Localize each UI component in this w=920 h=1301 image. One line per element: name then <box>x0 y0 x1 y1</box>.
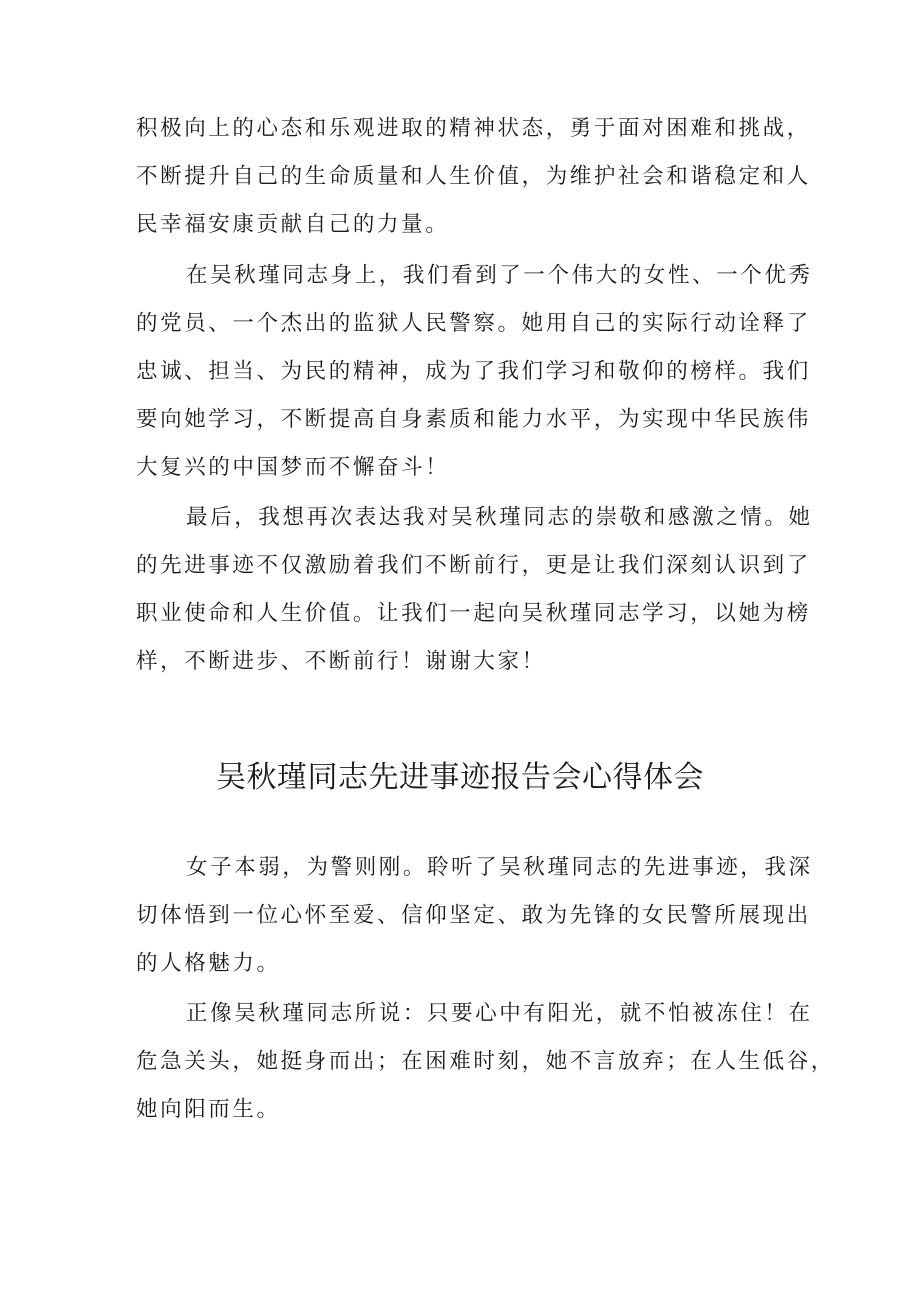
text-line: 危急关头，她挺身而出；在困难时刻，她不言放弃；在人生低谷， <box>136 1049 835 1074</box>
text-line: 大复兴的中国梦而不懈奋斗！ <box>136 455 450 480</box>
text-line: 最后，我想再次表达我对吴秋瑾同志的崇敬和感激之情。她 <box>186 505 813 530</box>
text-line: 职业使命和人生价值。让我们一起向吴秋瑾同志学习，以她为榜 <box>136 601 811 626</box>
text-line: 的党员、一个杰出的监狱人民警察。她用自己的实际行动诠释了 <box>136 311 811 336</box>
text-line: 忠诚、担当、为民的精神，成为了我们学习和敬仰的榜样。我们 <box>136 359 811 384</box>
text-line: 她向阳而生。 <box>136 1097 281 1122</box>
text-line: 切体悟到一位心怀至爱、信仰坚定、敢为先锋的女民警所展现出 <box>136 903 811 928</box>
text-line: 在吴秋瑾同志身上，我们看到了一个伟大的女性、一个优秀 <box>186 263 813 288</box>
text-line: 不断提升自己的生命质量和人生价值，为维护社会和谐稳定和人 <box>136 164 811 189</box>
article-title: 吴秋瑾同志先进事迹报告会心得体会 <box>216 760 704 795</box>
text-line: 民幸福安康贡献自己的力量。 <box>136 212 450 237</box>
text-line: 的先进事迹不仅激励着我们不断前行，更是让我们深刻认识到了 <box>136 553 811 578</box>
text-line: 女子本弱，为警则刚。聆听了吴秋瑾同志的先进事迹，我深 <box>186 855 813 880</box>
text-line: 积极向上的心态和乐观进取的精神状态，勇于面对困难和挑战， <box>136 116 811 141</box>
text-line: 的人格魅力。 <box>136 951 281 976</box>
text-line: 要向她学习，不断提高自身素质和能力水平，为实现中华民族伟 <box>136 407 811 432</box>
text-line: 正像吴秋瑾同志所说：只要心中有阳光，就不怕被冻住！在 <box>186 1001 813 1026</box>
text-line: 样，不断进步、不断前行！谢谢大家！ <box>136 649 546 674</box>
